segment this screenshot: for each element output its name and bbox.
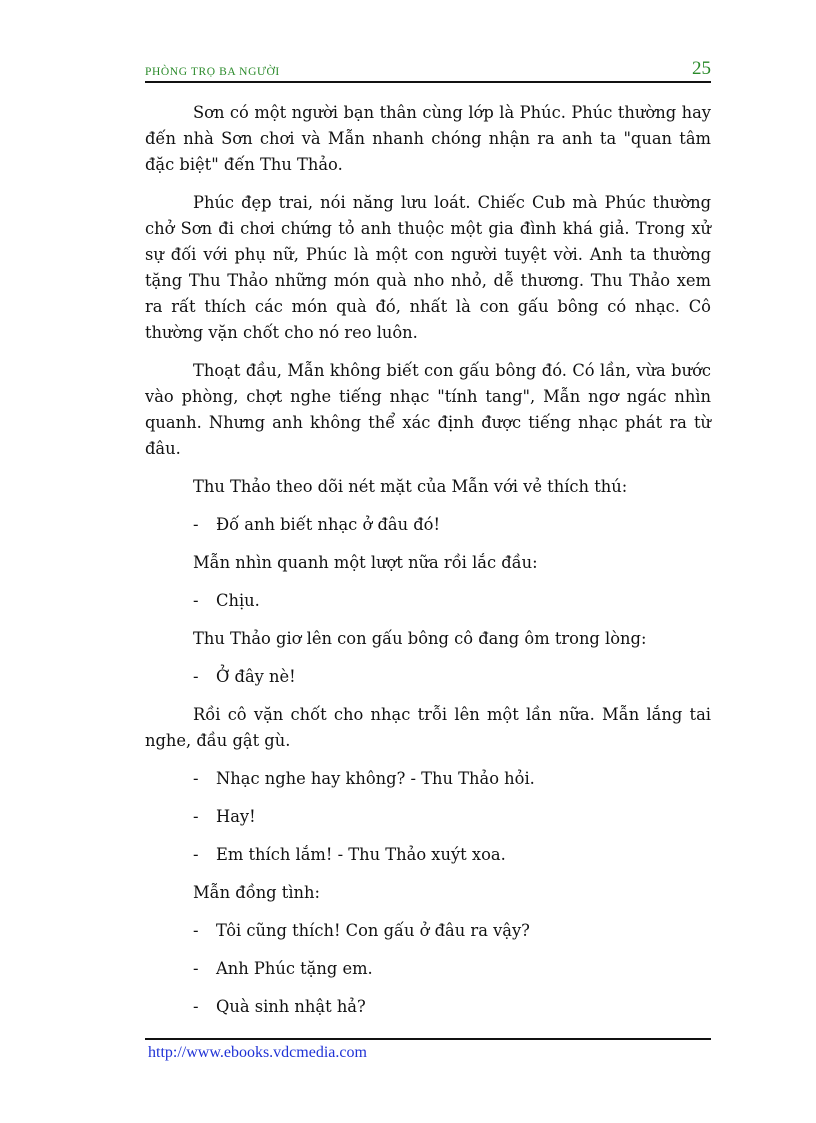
dialogue-text: Ở đây nè! (216, 667, 296, 686)
running-title: PHÒNG TRỌ BA NGƯỜI (145, 66, 280, 78)
dialogue-dash: - (193, 667, 199, 686)
dialogue-line (145, 804, 711, 830)
footer-divider (145, 1038, 711, 1040)
dialogue-text: Quà sinh nhật hả? (216, 997, 366, 1016)
narration-line: Thu Thảo theo dõi nét mặt của Mẫn với vẻ thích thú: (193, 477, 628, 496)
dialogue-text: Tôi cũng thích! Con gấu ở đâu ra vậy? (216, 921, 530, 940)
paragraph: Sơn có một người bạn thân cùng lớp là Phúc. Phúc thường hay đến nhà Sơn chơi và Mẫn nhanh chóng nhận ra anh ta "quan tâm đặc biệt" đến Thu Thảo. (145, 103, 711, 174)
header-divider (145, 81, 711, 83)
dialogue-line (145, 664, 711, 690)
dialogue-dash: - (193, 997, 199, 1016)
dialogue-line (145, 512, 711, 538)
dialogue-text: Hay! (216, 807, 256, 826)
dialogue-text: Nhạc nghe hay không? - Thu Thảo hỏi. (216, 769, 535, 788)
narration-line: Thu Thảo giơ lên con gấu bông cô đang ôm trong lòng: (193, 629, 647, 648)
dialogue-dash: - (193, 959, 199, 978)
dialogue-dash: - (193, 769, 199, 788)
dialogue-dash: - (193, 845, 199, 864)
dialogue-line (145, 842, 711, 868)
narration-line: Mẫn nhìn quanh một lượt nữa rồi lắc đầu: (193, 553, 538, 572)
dialogue-dash: - (193, 921, 199, 940)
dialogue-text: Anh Phúc tặng em. (216, 959, 373, 978)
dialogue-text: Đố anh biết nhạc ở đâu đó! (216, 515, 441, 534)
dialogue-dash: - (193, 515, 199, 534)
paragraph: Thoạt đầu, Mẫn không biết con gấu bông đó. Có lần, vừa bước vào phòng, chợt nghe tiếng nhạc "tính tang", Mẫn ngơ ngác nhìn quanh. Nhưng anh không thể xác định được tiếng nhạc phát ra từ đâu. (145, 361, 711, 458)
page-body (145, 100, 711, 1032)
paragraph: Rồi cô vặn chốt cho nhạc trỗi lên một lần nữa. Mẫn lắng tai nghe, đầu gật gù. (145, 705, 711, 750)
dialogue-text: Em thích lắm! - Thu Thảo xuýt xoa. (216, 845, 506, 864)
narration-line: Mẫn đồng tình: (193, 883, 320, 902)
page-number: 25 (692, 58, 711, 79)
dialogue-dash: - (193, 591, 199, 610)
paragraph: Phúc đẹp trai, nói năng lưu loát. Chiếc Cub mà Phúc thường chở Sơn đi chơi chứng tỏ anh thuộc một gia đình khá giả. Trong xử sự đối với phụ nữ, Phúc là một con người tuyệt vời. Anh ta thường tặng Thu Thảo những món quà nho nhỏ, dễ thương. Thu Thảo xem ra rất thích các món quà đó, nhất là con gấu bông có nhạc. Cô thường vặn chốt cho nó reo luôn. (145, 193, 711, 342)
footer-link[interactable]: http://www.ebooks.vdcmedia.com (148, 1044, 367, 1061)
dialogue-line (145, 766, 711, 792)
page-header (145, 60, 711, 82)
dialogue-dash: - (193, 807, 199, 826)
dialogue-text: Chịu. (216, 591, 260, 610)
dialogue-line (145, 588, 711, 614)
dialogue-line (145, 956, 711, 982)
dialogue-line (145, 918, 711, 944)
dialogue-line (145, 994, 711, 1020)
